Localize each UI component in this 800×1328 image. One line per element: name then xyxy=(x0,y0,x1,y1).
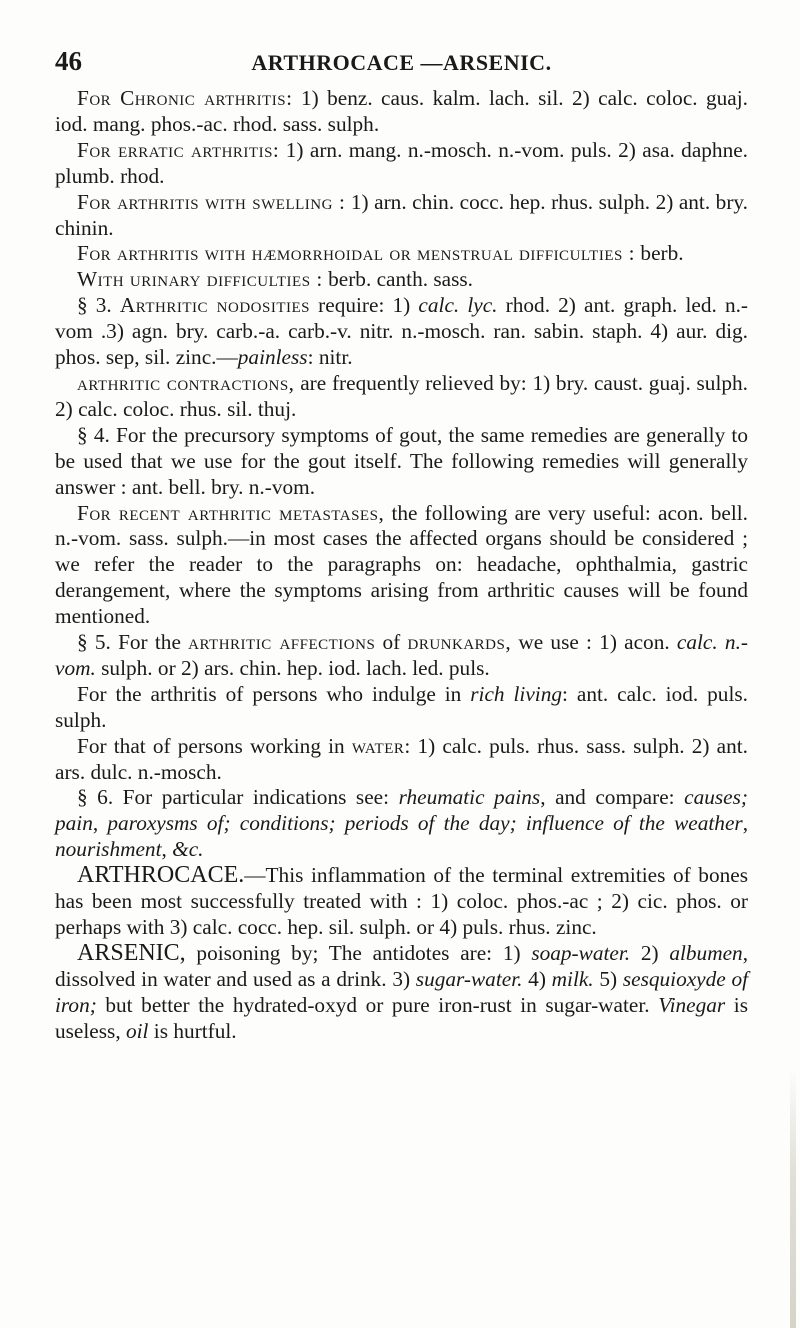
paragraph-erratic-arthritis: For erratic arthritis: 1) arn. mang. n.-mosch. n.-vom. puls. 2) asa. daphne. plumb. rhod. xyxy=(55,137,748,188)
page-number: 46 xyxy=(55,46,82,76)
paragraph-arthritis-swelling: For arthritis with swelling : 1) arn. chin. cocc. hep. rhus. sulph. 2) ant. bry. chinin. xyxy=(55,189,748,240)
paragraph-section-6: § 6. For particular indications see: rheumatic pains, and compare: causes; pain, paroxysms of; conditions; periods of the day; influence of the weather, nourishment, &c. xyxy=(55,785,749,862)
paragraph-arsenic: ARSENIC, poisoning by; The antidotes are: 1) soap-water. 2) albumen, dissolved in water and used as a drink. 3) sugar-water. 4) milk. 5) sesquioxyde of iron; but better the hydrated-oxyd or pure iron-rust in sugar-water. Vinegar is useless, oil is hurtful. xyxy=(55,939,749,1043)
running-head: ARTHROCACE —ARSENIC. xyxy=(251,50,552,75)
entry-heading-arthrocace: ARTHROCACE. xyxy=(77,862,245,889)
page-header xyxy=(55,46,748,86)
paragraph-section-5: § 5. For the arthritic affections of drunkards, we use : 1) acon. calc. n.-vom. sulph. or 2) ars. chin. hep. iod. lach. led. puls. xyxy=(55,630,748,680)
paragraph-arthritic-contractions: arthritic contractions, are frequently relieved by: 1) bry. caust. guaj. sulph. 2) calc. coloc. rhus. sil. thuj. xyxy=(55,370,748,421)
paragraph-arthrocace: ARTHROCACE.—This inflammation of the terminal extremities of bones has been most successfully treated with : 1) coloc. phos.-ac ; 2) cic. phos. or perhaps with 3) calc. cocc. hep. sil. sulph. or 4) puls. rhus. zinc. xyxy=(55,862,748,939)
paragraph-recent-metastases: For recent arthritic metastases, the following are very useful: acon. bell. n.-vom. sass. sulph.—in most cases the affected organs should be considered ; we refer the reader to the paragraphs on: headache, ophthalmia, gastric derangement, where the symptoms arising from arthritic causes will be found mentioned. xyxy=(55,500,748,629)
paragraph-urinary-difficulties: With urinary difficulties : berb. canth. sass. xyxy=(77,267,474,292)
paragraph-rich-living: For the arthritis of persons who indulge in rich living: ant. calc. iod. puls. sulph. xyxy=(55,681,748,732)
page-edge-shadow xyxy=(790,1068,796,1328)
paragraph-section-3: § 3. Arthritic nodosities require: 1) calc. lyc. rhod. 2) ant. graph. led. n.-vom .3) agn. bry. carb.-a. carb.-v. nitr. n.-mosch. ran. sabin. staph. 4) aur. dig. phos. sep, sil. zinc.—painless: nitr. xyxy=(55,293,749,370)
paragraph-section-4: § 4. For the precursory symptoms of gout, the same remedies are generally to be used that we use for the gout itself. The following remedies will generally answer : ant. bell. bry. n.-vom. xyxy=(55,422,748,499)
body-text xyxy=(55,86,748,1045)
entry-heading-arsenic: ARSENIC, xyxy=(77,939,186,966)
paragraph-arthritis-haemorrhoidal: For arthritis with hæmorrhoidal or menstrual difficulties : berb. xyxy=(77,241,684,266)
paragraph-working-in-water: For that of persons working in water: 1) calc. puls. rhus. sass. sulph. 2) ant. ars. dulc. n.-mosch. xyxy=(55,733,748,784)
paragraph-chronic-arthritis: For Chronic arthritis: 1) benz. caus. kalm. lach. sil. 2) calc. coloc. guaj. iod. mang. phos.-ac. rhod. sass. sulph. xyxy=(55,86,748,136)
